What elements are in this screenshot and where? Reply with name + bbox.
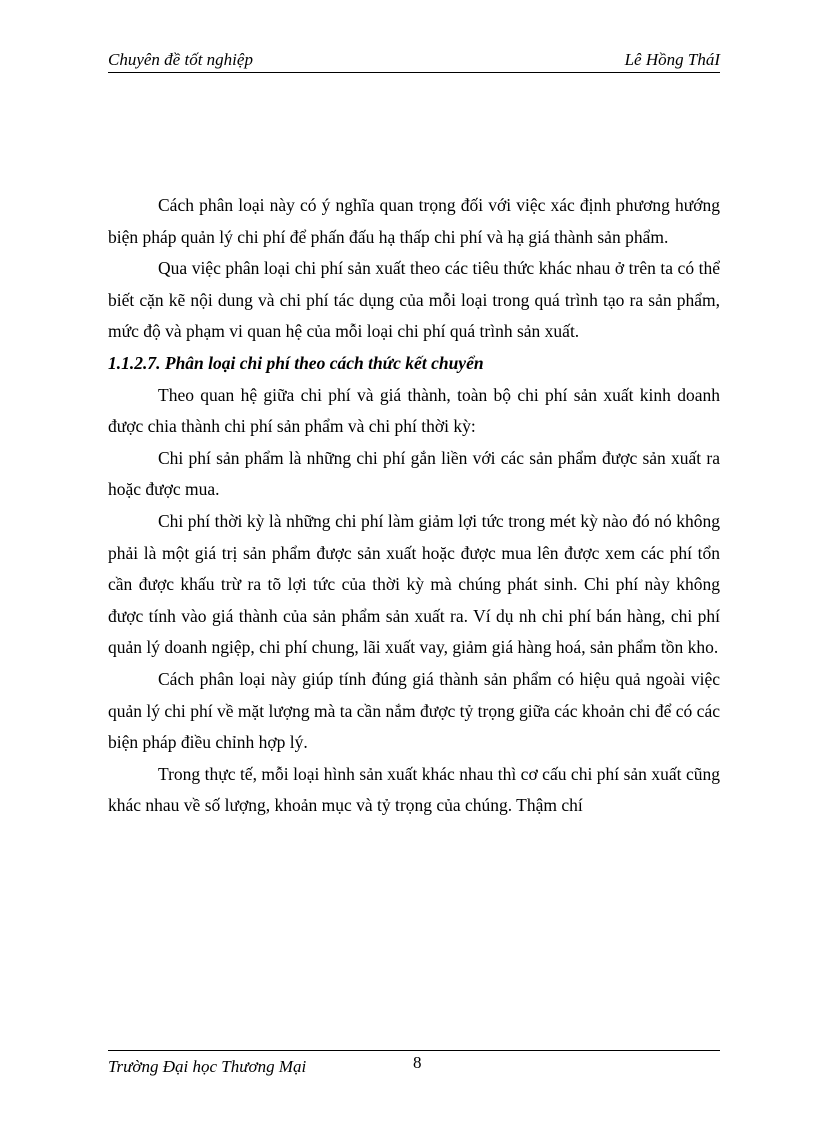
paragraph-4: Chi phí sản phẩm là những chi phí gắn liền với các sản phẩm được sản xuất ra hoặc được mua.	[108, 447, 720, 500]
author-name: Lê Hồng TháI	[624, 50, 720, 69]
page-footer	[108, 1050, 720, 1076]
document-title: Chuyên đề tốt nghiệp	[108, 50, 253, 69]
paragraph-7: Trong thực tế, mỗi loại hình sản xuất khác nhau thì cơ cấu chi phí sản xuất cũng khác nhau về số lượng, khoản mục và tỷ trọng của chúng. Thậm chí	[108, 763, 720, 816]
section-heading: 1.1.2.7. Phân loại chi phí theo cách thức kết chuyển	[108, 352, 484, 373]
institution-name: Trường Đại học Thương Mại	[108, 1057, 307, 1076]
paragraph-5: Chi phí thời kỳ là những chi phí làm giảm lợi tức trong mét kỳ nào đó nó không phải là một giá trị sản phẩm được sản xuất hoặc được mua lên được xem các phí tổn cần được khấu trừ ra tõ lợi tức của thời kỳ mà chúng phát sinh. Chi phí này không được tính vào giá thành của sản phẩm sản xuất ra. Ví dụ nh chi phí bán hàng, chi phí quản lý doanh ngiệp, chi phí chung, lãi xuất vay, giảm giá hàng hoá, sản phẩm tồn kho.	[108, 510, 720, 658]
paragraph-1: Cách phân loại này có ý nghĩa quan trọng đối với việc xác định phương hướng biện pháp quản lý chi phí để phấn đấu hạ thấp chi phí và hạ giá thành sản phẩm.	[108, 195, 720, 247]
paragraph-3: Theo quan hệ giữa chi phí và giá thành, toàn bộ chi phí sản xuất kinh doanh được chia thành chi phí sản phẩm và chi phí thời kỳ:	[108, 384, 720, 437]
paragraph-6: Cách phân loại này giúp tính đúng giá thành sản phẩm có hiệu quả ngoài việc quản lý chi phí về mặt lượng mà ta cần nắm được tỷ trọng giữa các khoản chi để có các biện pháp điều chỉnh hợp lý.	[108, 668, 720, 753]
main-content	[108, 190, 720, 822]
page-header	[108, 50, 720, 73]
page-number: 8	[413, 1053, 422, 1072]
paragraph-2: Qua việc phân loại chi phí sản xuất theo các tiêu thức khác nhau ở trên ta có thể biết cặn kẽ nội dung và chi phí tác dụng của mỗi loại trong quá trình tạo ra sản phẩm, mức độ và phạm vi quan hệ của mỗi loại chi phí quá trình sản xuất.	[108, 258, 720, 342]
